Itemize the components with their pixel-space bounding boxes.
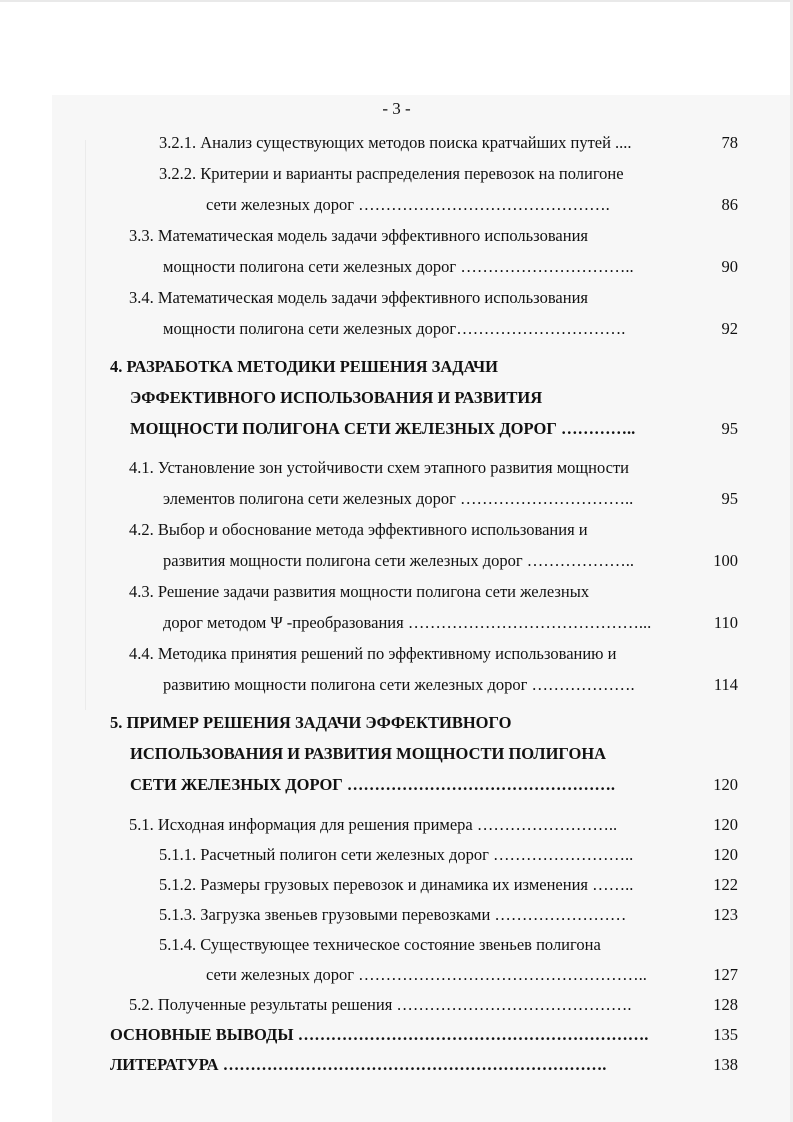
toc-entry-3-2-2: 3.2.2. Критерии и варианты распределения перевозок на полигоне [159, 164, 624, 183]
toc-entry-3-3: 3.3. Математическая модель задачи эффективного использования [129, 226, 589, 245]
toc-entry-5-1-2: 5.1.2. Размеры грузовых перевозок и динамика их изменения …….. [159, 875, 634, 894]
toc-page-3-3: 90 [721, 257, 738, 276]
toc-entry-5-1-1: 5.1.1. Расчетный полигон сети железных дорог …………………….. [159, 845, 634, 864]
toc-entry-4-4-cont: развитию мощности полигона сети железных дорог ………………. [163, 675, 635, 694]
toc-page-5-2: 128 [713, 995, 738, 1014]
toc-page-4-4: 114 [713, 675, 738, 694]
toc-chapter-4: 4. РАЗРАБОТКА МЕТОДИКИ РЕШЕНИЯ ЗАДАЧИ [110, 357, 498, 376]
toc-literature: ЛИТЕРАТУРА ……………………………………………………………. [110, 1055, 607, 1074]
toc-entry-3-3-cont: мощности полигона сети железных дорог ………………………….. [163, 257, 634, 276]
toc-page-3-4: 92 [721, 319, 738, 338]
toc-entry-5-2: 5.2. Полученные результаты решения ……………………………………. [129, 995, 632, 1014]
toc-page-5-1-3: 123 [713, 905, 738, 924]
toc-chapter-5: 5. ПРИМЕР РЕШЕНИЯ ЗАДАЧИ ЭФФЕКТИВНОГО [110, 713, 512, 732]
toc-page-5-1-1: 120 [713, 845, 738, 864]
toc-entry-3-4: 3.4. Математическая модель задачи эффективного использования [129, 288, 589, 307]
toc-entry-3-2-2-cont: сети железных дорог ………………………………………. [206, 195, 610, 214]
toc-chapter-5-line2: ИСПОЛЬЗОВАНИЯ И РАЗВИТИЯ МОЩНОСТИ ПОЛИГОНА [130, 744, 607, 763]
toc-entry-5-1: 5.1. Исходная информация для решения примера …………………….. [129, 815, 618, 834]
toc-entry-5-1-4-cont: сети железных дорог …………………………………………….. [206, 965, 647, 984]
page-number: - 3 - [382, 99, 411, 118]
toc-entry-4-3-cont: дорог методом Ψ -преобразования ……………………………………... [163, 613, 652, 632]
toc-conclusions: ОСНОВНЫЕ ВЫВОДЫ ………………………………………………………. [110, 1025, 649, 1044]
toc-entry-4-3: 4.3. Решение задачи развития мощности полигона сети железных [129, 582, 590, 601]
toc-page-conclusions: 135 [713, 1025, 738, 1044]
toc-entry-3-2-1: 3.2.1. Анализ существующих методов поиска кратчайших путей .... [159, 133, 632, 152]
toc-page-4-3: 110 [713, 613, 738, 632]
toc-page-literature: 138 [713, 1055, 738, 1074]
toc-page-5-1-4: 127 [713, 965, 738, 984]
scan-edge-top [0, 0, 793, 2]
toc-chapter-5-line3: СЕТИ ЖЕЛЕЗНЫХ ДОРОГ …………………………………………. [130, 775, 616, 794]
toc-page-5-1-2: 122 [713, 875, 738, 894]
toc-page-5: 120 [713, 775, 738, 794]
toc-chapter-4-line3: МОЩНОСТИ ПОЛИГОНА СЕТИ ЖЕЛЕЗНЫХ ДОРОГ ………….. [130, 419, 636, 438]
toc-page-3-2-2: 86 [721, 195, 738, 214]
scan-mark [85, 140, 86, 710]
toc-page-4-2: 100 [713, 551, 738, 570]
toc-page-4-1: 95 [721, 489, 738, 508]
toc-entry-5-1-3: 5.1.3. Загрузка звеньев грузовыми перевозками …………………… [159, 905, 627, 924]
toc-entry-4-1-cont: элементов полигона сети железных дорог ………………………….. [163, 489, 634, 508]
toc-entry-4-2-cont: развития мощности полигона сети железных дорог ……………….. [163, 551, 635, 570]
toc-page-3-2-1: 78 [721, 133, 738, 152]
toc-page-4: 95 [721, 419, 738, 438]
toc-entry-4-2: 4.2. Выбор и обоснование метода эффективного использования и [129, 520, 588, 539]
toc-entry-5-1-4: 5.1.4. Существующее техническое состояние звеньев полигона [159, 935, 601, 954]
toc-page-5-1: 120 [713, 815, 738, 834]
toc-chapter-4-line2: ЭФФЕКТИВНОГО ИСПОЛЬЗОВАНИЯ И РАЗВИТИЯ [130, 388, 543, 407]
toc-entry-4-4: 4.4. Методика принятия решений по эффективному использованию и [129, 644, 617, 663]
toc-entry-3-4-cont: мощности полигона сети железных дорог…………………………. [163, 319, 626, 338]
toc-entry-4-1: 4.1. Установление зон устойчивости схем этапного развития мощности [129, 458, 629, 477]
